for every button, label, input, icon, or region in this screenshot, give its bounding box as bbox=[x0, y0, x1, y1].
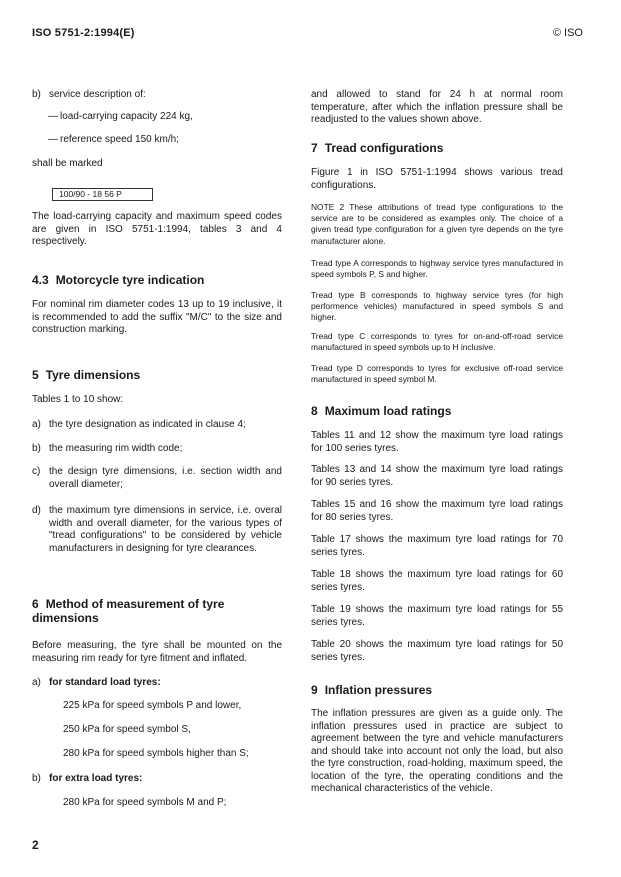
service-description-item bbox=[32, 89, 282, 102]
list-label: b) bbox=[32, 443, 41, 454]
section-title: Maximum load ratings bbox=[324, 404, 452, 418]
copyright-mark: © ISO bbox=[552, 27, 583, 39]
section-number: 9 bbox=[311, 683, 318, 697]
list-text: the tyre designation as indicated in clause 4; bbox=[49, 419, 246, 430]
list-item bbox=[32, 419, 282, 432]
list-item-extra-load bbox=[32, 773, 282, 786]
paragraph-tread-a: Tread type A corresponds to highway service tyres manufactured in speed symbols P, S and higher. bbox=[311, 258, 563, 280]
paragraph-before-measuring: Before measuring, the tyre shall be mounted on the measuring rim ready for tyre fitment and inflated. bbox=[32, 640, 282, 664]
section-title: Inflation pressures bbox=[324, 683, 433, 697]
paragraph-inflation: The inflation pressures are given as a guide only. The inflation pressures used in practice are subject to agreement between the tyre and vehicle manufacturers and should take into account not only the load, but also the tyre construction, road-holding, maximum speed, the location of the tyre, the operating conditions and the mechanical characteristics of the vehicle. bbox=[311, 708, 563, 794]
list-text: service description of: bbox=[49, 89, 146, 100]
section-heading-8 bbox=[311, 404, 563, 418]
list-label: b) bbox=[32, 89, 41, 100]
paragraph-tables-show: Tables 1 to 10 show: bbox=[32, 394, 124, 405]
paragraph-motorcycle: For nominal rim diameter codes 13 up to 19 inclusive, it is recommended to add the suffix "M/C" to the size and construction marking. bbox=[32, 299, 282, 335]
paragraph-load-rating: Table 20 shows the maximum tyre load ratings for 50 series tyres. bbox=[311, 639, 563, 663]
list-text: the measuring rim width code; bbox=[49, 443, 183, 454]
page-number: 2 bbox=[32, 838, 39, 852]
section-heading-4-3 bbox=[32, 273, 282, 287]
paragraph-tread-intro: Figure 1 in ISO 5751-1:1994 shows various tread configurations. bbox=[311, 167, 563, 191]
section-number: 6 bbox=[32, 597, 39, 611]
section-heading-9 bbox=[311, 683, 563, 697]
pressure-line: 225 kPa for speed symbols P and lower, bbox=[63, 700, 242, 711]
note-2: NOTE 2 These attributions of tread type configurations to the service are to be considered as examples only. The choice of a given tread type configuration for a given tyre depends on the tyre manufacturer alone. bbox=[311, 202, 563, 246]
pressure-line: 280 kPa for speed symbols M and P; bbox=[63, 797, 227, 808]
section-number: 4.3 bbox=[32, 273, 49, 287]
marking-example bbox=[52, 184, 153, 202]
list-label: a) bbox=[32, 677, 41, 688]
list-text: the maximum tyre dimensions in service, i.e. overal width and overall diameter, for the various types of "tread configurations" to be considered by vehicle manufacturers in designing for tyre clearances. bbox=[49, 505, 282, 554]
section-number: 7 bbox=[311, 141, 318, 155]
paragraph-tread-b: Tread type B corresponds to highway service tyres (for high performence vehicles) manufactured in speed symbols S and higher. bbox=[311, 290, 563, 323]
list-text: for standard load tyres: bbox=[49, 677, 161, 688]
section-title: Tyre dimensions bbox=[45, 368, 141, 382]
paragraph-load-rating: Tables 11 and 12 show the maximum tyre load ratings for 100 series tyres. bbox=[311, 430, 563, 454]
paragraph-load-rating: Table 19 shows the maximum tyre load ratings for 55 series tyres. bbox=[311, 604, 563, 628]
pressure-line: 250 kPa for speed symbol S, bbox=[63, 724, 191, 735]
paragraph-tread-d: Tread type D corresponds to tyres for exclusive off-road service manufactured in speed symbol M. bbox=[311, 363, 563, 385]
section-number: 5 bbox=[32, 368, 39, 382]
paragraph-load-codes: The load-carrying capacity and maximum speed codes are given in ISO 5751-1:1994, tables 3 and 4 respectively. bbox=[32, 211, 282, 247]
dash-marker: — bbox=[48, 134, 58, 145]
marking-box: 100/90 - 18 56 P bbox=[52, 188, 153, 201]
dash-text: reference speed 150 km/h; bbox=[60, 134, 179, 145]
section-heading-6 bbox=[32, 597, 282, 625]
dash-item-speed bbox=[48, 134, 179, 147]
pressure-line: 280 kPa for speed symbols higher than S; bbox=[63, 748, 249, 759]
paragraph-load-rating: Tables 13 and 14 show the maximum tyre load ratings for 90 series tyres. bbox=[311, 464, 563, 488]
paragraph-load-rating: Tables 15 and 16 show the maximum tyre load ratings for 80 series tyres. bbox=[311, 499, 563, 523]
paragraph-load-rating: Table 17 shows the maximum tyre load ratings for 70 series tyres. bbox=[311, 534, 563, 558]
paragraph-load-rating: Table 18 shows the maximum tyre load ratings for 60 series tyres. bbox=[311, 569, 563, 593]
list-item bbox=[32, 466, 282, 491]
list-item-standard-load bbox=[32, 677, 282, 690]
paragraph-continuation: and allowed to stand for 24 h at normal room temperature, after which the inflation pressure shall be readjusted to the values shown above. bbox=[311, 89, 563, 125]
list-item bbox=[32, 443, 282, 456]
section-number: 8 bbox=[311, 404, 318, 418]
dash-text: load-carrying capacity 224 kg, bbox=[60, 111, 193, 122]
dash-marker: — bbox=[48, 111, 58, 122]
list-text: for extra load tyres: bbox=[49, 773, 143, 784]
list-label: d) bbox=[32, 505, 41, 516]
list-label: a) bbox=[32, 419, 41, 430]
document-id: ISO 5751-2:1994(E) bbox=[32, 27, 135, 39]
list-item bbox=[32, 505, 282, 555]
list-text: the design tyre dimensions, i.e. section width and overall diameter; bbox=[49, 466, 282, 490]
paragraph-marked: shall be marked bbox=[32, 158, 103, 169]
section-title: Method of measurement of tyre dimensions bbox=[32, 597, 225, 625]
section-title: Motorcycle tyre indication bbox=[55, 273, 205, 287]
list-label: c) bbox=[32, 466, 41, 477]
section-heading-7 bbox=[311, 141, 563, 155]
list-label: b) bbox=[32, 773, 41, 784]
paragraph-tread-c: Tread type C corresponds to tyres for on-and-off-road service manufactured in speed symbols up to H inclusive. bbox=[311, 331, 563, 353]
section-title: Tread configurations bbox=[324, 141, 444, 155]
dash-item-load bbox=[48, 111, 193, 124]
section-heading-5 bbox=[32, 368, 282, 382]
